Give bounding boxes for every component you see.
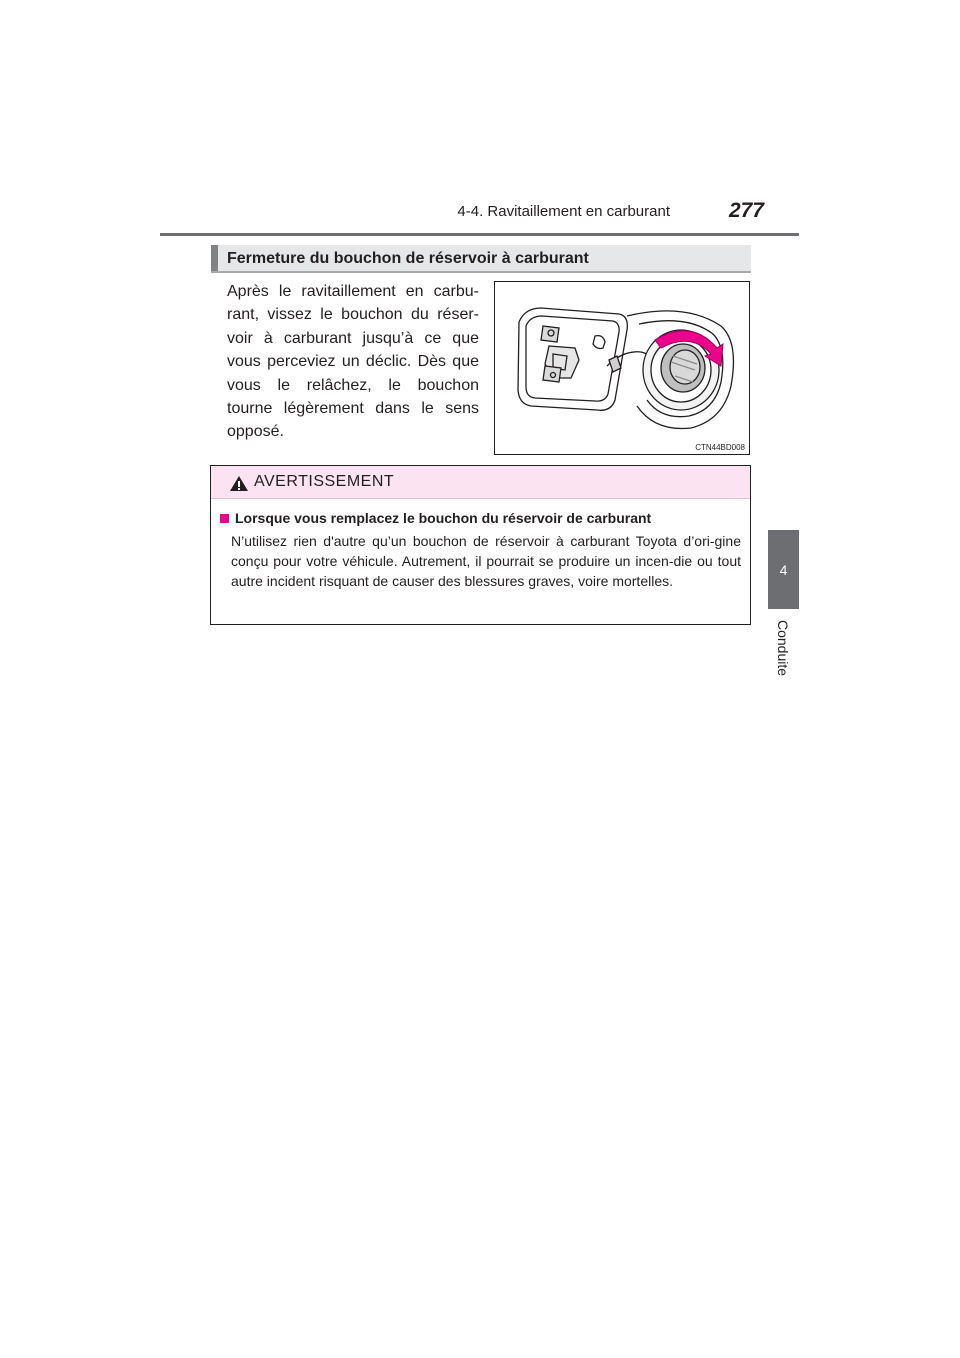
chapter-label: Conduite — [775, 619, 791, 677]
bullet-square-icon — [220, 514, 229, 523]
warning-item-text: N’utilisez rien d'autre qu’un bouchon de réservoir à carburant Toyota d’ori-gine conçu pour votre véhicule. Autrement, il pourrait se produire un incen-die ou tout autre incident risquant de causer des blessures graves, voire mortelles. — [231, 533, 741, 589]
warning-title: AVERTISSEMENT — [254, 473, 395, 490]
warning-box — [210, 465, 751, 625]
section-body-text: Après le ravitaillement en carbu-rant, vissez le bouchon du réser-voir à carburant jusqu’à ce que vous perceviez un déclic. Dès que vous le relâchez, le bouchon tourne légèrement dans le sens opposé. — [227, 283, 479, 441]
section-title: Fermeture du bouchon de réservoir à carburant — [227, 250, 589, 267]
chapter-tab — [768, 530, 799, 609]
fuel-cap-drawing — [495, 282, 749, 454]
warning-triangle-icon — [229, 475, 249, 492]
running-header-section: 4-4. Ravitaillement en carburant — [457, 203, 670, 220]
page-number: 277 — [728, 199, 764, 222]
warning-item-title-text: Lorsque vous remplacez le bouchon du réservoir de carburant — [235, 510, 652, 526]
warning-item-title — [215, 510, 745, 526]
chapter-number: 4 — [779, 561, 788, 578]
section-heading-marker — [211, 245, 218, 271]
figure-code: CTN44BD008 — [695, 443, 745, 452]
header-divider — [160, 233, 799, 236]
warning-header — [211, 466, 750, 499]
section-heading — [211, 245, 751, 273]
fuel-cap-illustration — [494, 281, 750, 455]
